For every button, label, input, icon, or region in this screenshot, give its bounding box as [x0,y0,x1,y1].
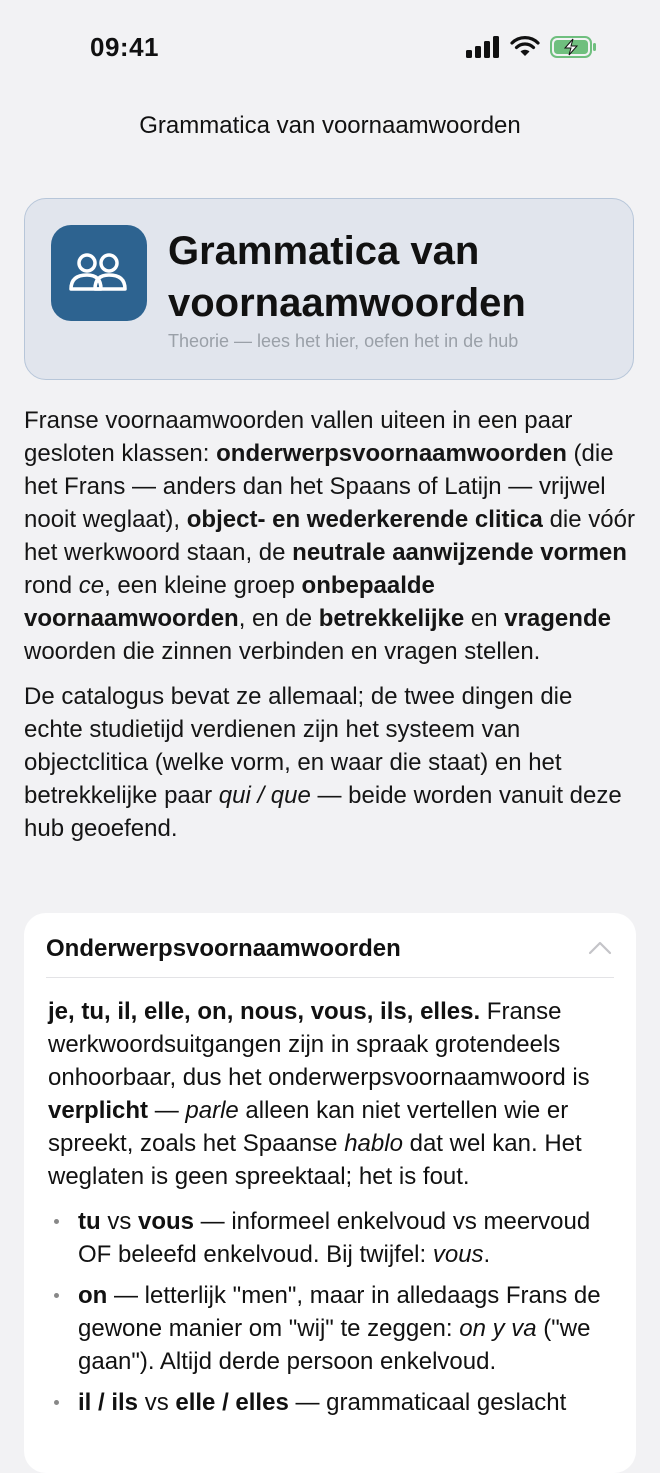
text-run: — grammaticaal geslacht [288,1389,567,1416]
text-run: — letterlijk "men", maar in alledaags Frans de gewone manier om "wij" te zeggen: [78,1282,601,1342]
bold-text: onbepaalde voornaamwoorden [24,572,435,632]
italic-text: on y va [459,1315,537,1342]
battery-charging-icon [550,36,598,58]
italic-text: qui / que [218,782,311,809]
italic-text: hablo [344,1130,403,1157]
cellular-signal-icon [466,36,500,58]
list-item [48,1205,618,1271]
list-item [48,1386,618,1419]
text-run: (die het Frans — anders dan het Spaans of Latijn — vrijwel nooit weglaat), [24,440,614,533]
section-title: Onderwerpsvoornaamwoorden [46,935,401,962]
section-bullet-list [48,1205,618,1419]
list-item [48,1279,618,1378]
bullet-dot [54,1219,59,1224]
intro-text [24,404,636,855]
nav-title: Grammatica van voornaamwoorden [139,112,521,139]
bullet-dot [54,1293,59,1298]
section-paragraph [48,995,618,1193]
text-run: — beide worden vanuit deze hub geoefend. [24,782,622,842]
text-run: ("we gaan"). Altijd derde persoon enkelvoud. [78,1315,591,1375]
text-run: Franse werkwoordsuitgangen zijn in spraak grotendeels onhoorbaar, dus het onderwerpsvoornaamwoord is [48,998,590,1091]
bold-text: je, tu, il, elle, on, nous, vous, ils, elles. [48,998,481,1025]
text-run: Franse voornaamwoorden vallen uiteen in een paar gesloten klassen: [24,407,573,467]
bold-text: tu [78,1208,101,1235]
bold-text: object- en wederkerende clitica [186,506,543,533]
status-time: 09:41 [90,32,159,62]
section-card-subject-pronouns [24,913,636,1473]
text-run: dat wel kan. Het weglaten is geen spreektaal; het is fout. [48,1130,582,1190]
bold-text: il / ils [78,1389,139,1416]
bullet-dot [54,1400,59,1405]
intro-paragraph-2 [24,680,636,845]
bold-text: vragende [504,605,611,632]
text-run: vs [138,1389,176,1416]
text-run: die vóór het werkwoord staan, de [24,506,635,566]
text-run: alleen kan niet vertellen wie er spreekt, zoals het Spaanse [48,1097,569,1157]
chevron-up-icon[interactable] [588,941,612,955]
hero-subtitle: Theorie — lees het hier, oefen het in de hub [168,331,519,351]
list-item-text [78,1282,601,1375]
list-item-text [78,1208,590,1268]
text-run: , een kleine groep [104,572,302,599]
status-bar [0,0,660,96]
status-icons [466,36,598,58]
text-run: woorden die zinnen verbinden en vragen stellen. [24,638,541,665]
text-run: vs [100,1208,138,1235]
text-run: en [464,605,505,632]
bold-text: verplicht [48,1097,149,1124]
italic-text: parle [185,1097,239,1124]
hero-card [24,198,634,380]
text-run: . [483,1241,491,1268]
text-run: De catalogus bevat ze allemaal; de twee dingen die echte studietijd verdienen zijn het systeem van objectclitica (welke vorm, en waar die staat) en het betrekkelijke paar [24,683,573,809]
wifi-icon [510,36,540,58]
text-run: rond [24,572,79,599]
bold-text: vous [138,1208,195,1235]
bold-text: onderwerpsvoornaamwoorden [216,440,567,467]
bold-text: on [78,1282,108,1309]
section-header[interactable] [46,913,614,978]
text-run: , en de [238,605,319,632]
hero-title: Grammatica van voornaamwoorden [168,229,526,325]
italic-text: ce [78,572,105,599]
bold-text: neutrale aanwijzende vormen [292,539,627,566]
italic-text: vous [432,1241,484,1268]
section-body [48,995,618,1427]
text-run: — [148,1097,186,1124]
text-run: — informeel enkelvoud vs meervoud OF beleefd enkelvoud. Bij twijfel: [78,1208,591,1268]
intro-paragraph-1 [24,404,636,668]
bold-text: elle / elles [175,1389,289,1416]
bold-text: betrekkelijke [318,605,465,632]
people-icon [51,225,147,321]
list-item-text [78,1389,566,1416]
